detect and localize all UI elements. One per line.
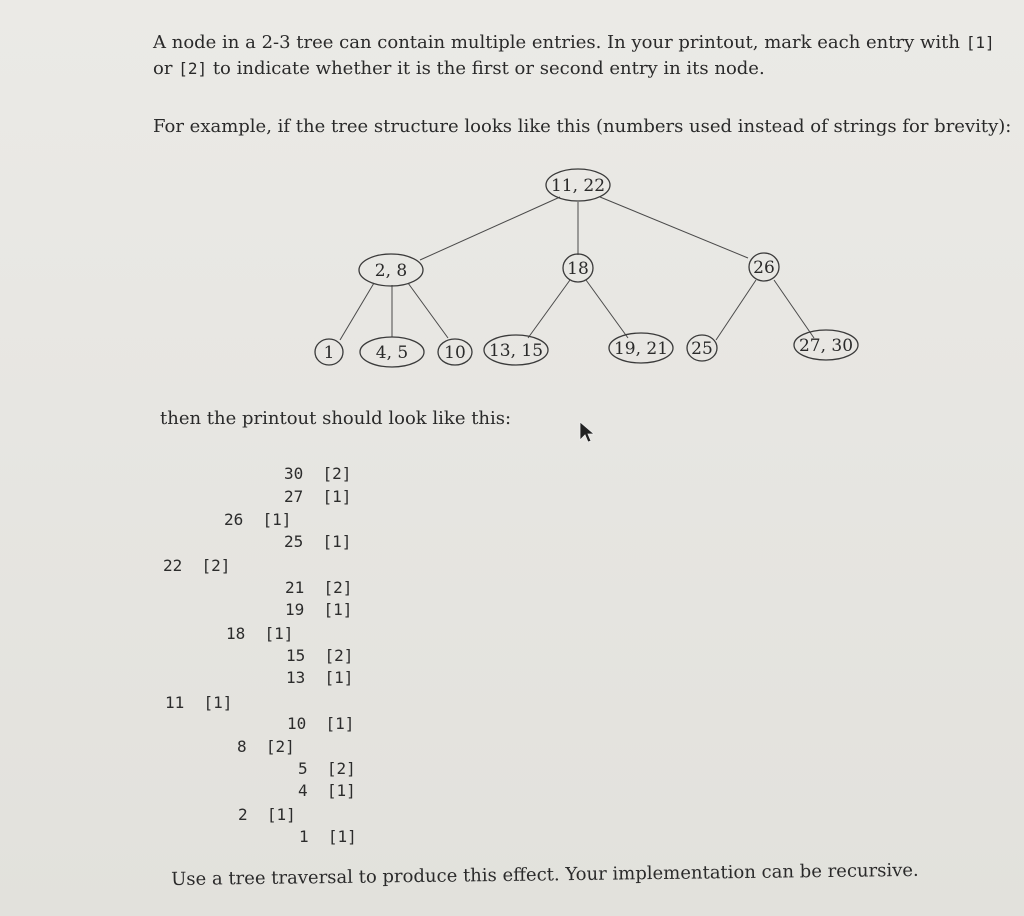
printout-line: 13 [1] (286, 668, 354, 687)
printout-line: 27 [1] (284, 487, 352, 506)
printout-line: 30 [2] (284, 464, 352, 483)
printout-line: 1 [1] (299, 827, 357, 846)
tree-diagram (0, 0, 1024, 400)
root-label: 11, 22 (550, 176, 606, 196)
printout-intro: then the printout should look like this: (160, 408, 512, 429)
intro-line2-prefix: or (153, 58, 173, 79)
printout-line: 18 [1] (226, 624, 294, 643)
leaf-27-30-label: 27, 30 (798, 336, 854, 356)
printout-line: 15 [2] (286, 646, 354, 665)
node-18-label: 18 (567, 259, 589, 279)
printout-line: 19 [1] (285, 600, 353, 619)
leaf-13-15-label: 13, 15 (488, 341, 544, 361)
printout-line: 26 [1] (224, 510, 292, 529)
leaf-4-5-label: 4, 5 (375, 343, 409, 363)
printout-line: 5 [2] (298, 759, 356, 778)
node-2-8-label: 2, 8 (374, 261, 408, 281)
printout-line: 8 [2] (237, 737, 295, 756)
edge-26-25 (716, 280, 756, 340)
printout-line: 4 [1] (298, 781, 356, 800)
printout-line: 22 [2] (163, 556, 231, 575)
printout-line: 2 [1] (238, 805, 296, 824)
leaf-10-label: 10 (444, 343, 466, 363)
edge-18-1315 (528, 280, 570, 338)
printout-line: 10 [1] (287, 714, 355, 733)
leaf-19-21-label: 19, 21 (613, 339, 669, 359)
intro-line2-suffix: to indicate whether it is the first or second entry in its node. (212, 58, 765, 79)
printout-line: 21 [2] (285, 578, 353, 597)
leaf-1-label: 1 (323, 343, 335, 363)
closing-paragraph: Use a tree traversal to produce this effect. Your implementation can be recursive. (171, 859, 919, 890)
edge-root-right (600, 197, 748, 258)
node-26-label: 26 (753, 258, 775, 278)
edge-28-1 (340, 283, 374, 340)
printout-line: 25 [1] (284, 532, 352, 551)
mouse-pointer-icon (578, 420, 596, 444)
example-paragraph: For example, if the tree structure looks like this (numbers used instead of strings for brevity): (153, 116, 1012, 137)
printout-line: 11 [1] (165, 693, 233, 712)
edge-18-1921 (586, 280, 628, 338)
edge-28-10 (408, 283, 448, 338)
edge-root-left (420, 197, 560, 260)
leaf-25-label: 25 (691, 339, 713, 359)
intro-line1: A node in a 2-3 tree can contain multiple entries. In your printout, mark each entry with (153, 32, 960, 53)
code-tag-first: [1] (965, 33, 995, 52)
code-tag-second: [2] (178, 59, 208, 78)
edge-26-2730 (774, 280, 814, 338)
